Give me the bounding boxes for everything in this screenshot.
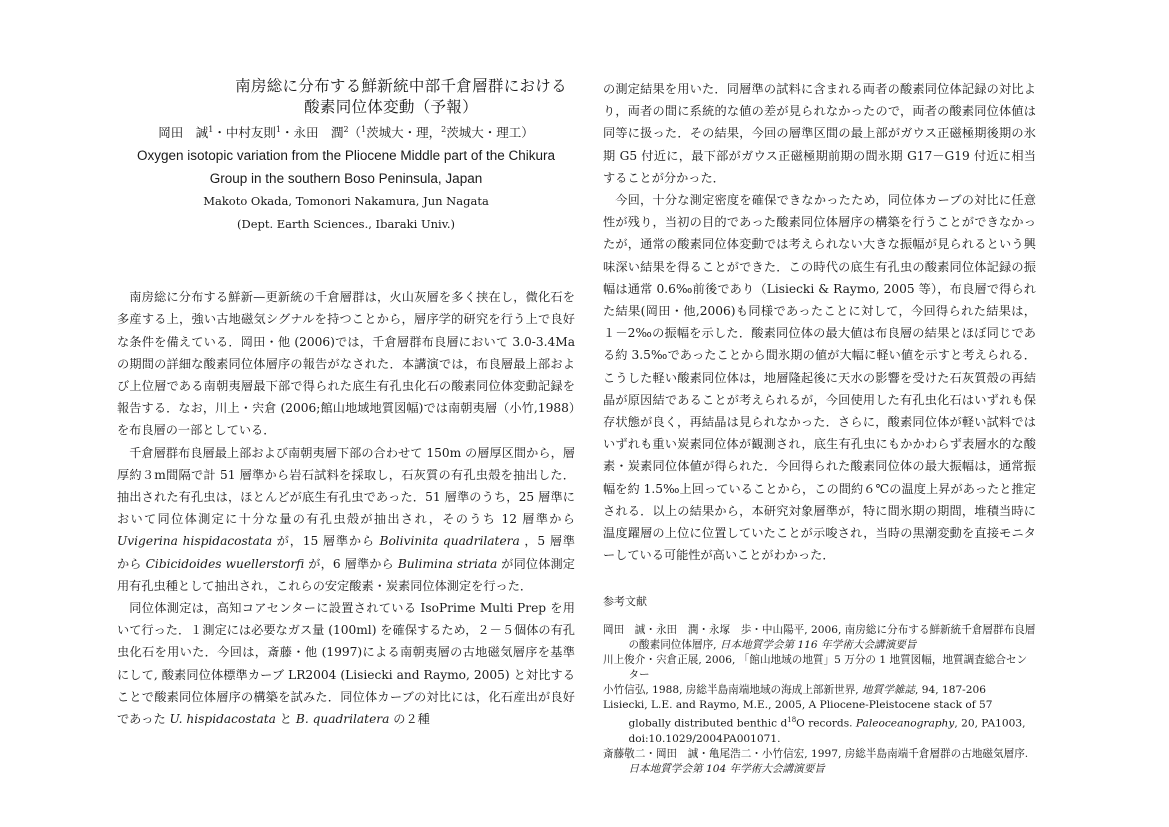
paragraph-samples: 千倉層群布良層最上部および南朝夷層下部の合わせて 150m の層厚区間から，層厚約３m間隔で計 51 層準から岩石試料を採取し，石灰質の有孔虫殻を抽出した．抽出された有孔虫は，ほとんどが底生有孔虫であった．51 層準のうち，25 層準において同位体測定に十分な量の有孔虫殻が抽出され，そのうち 12 層準から Uvigerina hispidacostata が，15 層準から Bolivinita quadrilatera ，5 層準から Cibicidoides wuellerstorfi が，6 層準から Bulimina striata が同位体測定用有孔虫種として抽出され，これらの安定酸素・炭素同位体測定を行った． bbox=[117, 445, 575, 593]
references-heading: 参考文献 bbox=[603, 595, 647, 609]
affil-mark: 1 bbox=[275, 125, 281, 134]
paragraph-methods: 同位体測定は，高知コアセンターに設置されている IsoPrime Multi Prep を用いて行った．１測定には必要なガス量 (100ml) を確保するため，２－５個体の有孔虫化石を用いた．今回は，斎藤・他 (1997)による南朝夷層の古地磁気層序を基準にして, 酸素同位体標準カーブ LR2004 (Lisiecki and Raymo, 2005) と対比することで酸素同位体層序の構築を試みた．同位体カーブの対比には，化石産出が良好であった U. hispidacostata と B. quadrilatera の２種 bbox=[117, 601, 575, 727]
reference-item: 小竹信弘, 1988, 房総半島南端地域の海成上部新世界, 地質学雑誌, 94, 187-206 bbox=[603, 684, 986, 697]
reference-item: Lisiecki, L.E. and Raymo, M.E., 2005, A Pliocene-Pleistocene stack of 57 globally distributed benthic $d^{18}O$ records. Paleoceanography, 20, PA1003, doi:10.1029/2004PA001071. bbox=[603, 699, 1026, 745]
title-japanese bbox=[117, 76, 575, 118]
affiliation-1: 茨城大・理， bbox=[366, 125, 442, 141]
author-okada: 岡田 誠 bbox=[158, 125, 209, 141]
affil-mark: 2 bbox=[343, 125, 349, 134]
title-jp-line1: 南房総に分布する鮮新統中部千倉層群における bbox=[235, 77, 567, 95]
species-name: Cibicidoides wuellerstorfi bbox=[145, 556, 305, 571]
affiliation-2: 茨城大・理工） bbox=[446, 125, 534, 141]
affil-mark: 1 bbox=[208, 125, 214, 134]
species-name: U. hispidacostata bbox=[169, 712, 276, 727]
species-name: Bulimina striata bbox=[397, 556, 498, 571]
paragraph-discussion: 今回，十分な測定密度を確保できなかったため，同位体カーブの対比に任意性が残り，当初の目的であった酸素同位体層序の構築を行うことができなかったが，通常の酸素同位体変動では考えられない大きな振幅が見られるという興味深い結果を得ることができた．この時代の底生有孔虫の酸素同位体記録の振幅は通常 0.6‰前後であり（Lisiecki & Raymo, 2005 等），布良層で得られた結果(岡田・他,2006)も同様であったことに対して，今回得られた結果は，１－2‰の振幅を示した．酸素同位体の最大値は布良層の結果とほぼ同じである約 3.5‰であったことから間氷期の値が大幅に軽い値を示すと考えられる．こうした軽い酸素同位体は，地層隆起後に天水の影響を受けた石灰質殻の再結晶が原因結であることが考えられるが，今回使用した有孔虫化石はいずれも保存状態が良く，再結晶は見られなかった．さらに，酸素同位体が軽い試料ではいずれも重い炭素同位体が観測され，底生有孔虫にもかかわらず表層水的な酸素・炭素同位体値が得られた．今回得られた酸素同位体の最大振幅は，通常振幅を約 1.5‰上回っていることから，この間約６℃の温度上昇があったと推定される．以上の結果から，本研究対象層準が，特に間氷期の期間，堆積当時に温度躍層の上位に位置していたことが示唆され，当時の黒潮変動を直接モニターしている可能性が高いことがわかった． bbox=[603, 193, 1036, 563]
species-name: Bolivinita quadrilatera bbox=[379, 534, 520, 549]
affil-mark: 1 bbox=[361, 125, 367, 134]
reference-item: 斎藤敬二・岡田 誠・亀尾浩二・小竹信宏, 1997, 房総半島南端千倉層群の古地磁気層序. 日本地質学会第 104 年学術大会講演要旨 bbox=[603, 748, 1029, 775]
references-list bbox=[603, 623, 1036, 777]
authors-japanese bbox=[117, 119, 575, 144]
affiliation-english: (Dept. Earth Sciences., Ibaraki Univ.) bbox=[236, 217, 456, 232]
right-column bbox=[603, 78, 1036, 777]
reference-item: 岡田 誠・永田 潤・永塚 歩・中山陽平, 2006, 南房総に分布する鮮新統千倉層群布良層の酸素同位体層序, 日本地質学会第 116 年学術大会講演要旨 bbox=[603, 624, 1036, 652]
title-english: Oxygen isotopic variation from the Pliocene Middle part of the Chikura Group in the southern Boso Peninsula, Japan bbox=[137, 148, 555, 187]
body-left bbox=[117, 286, 575, 730]
left-column bbox=[117, 76, 575, 730]
affiliation-open: （ bbox=[348, 125, 362, 141]
author-nagata: ・永田 潤 bbox=[280, 125, 344, 141]
reference-item: 川上俊介・宍倉正展, 2006, 「館山地域の地質」5 万分の 1 地質図幅，地質調査総合センター bbox=[603, 654, 1028, 682]
title-jp-line2: 酸素同位体変動（予報） bbox=[304, 98, 478, 116]
affil-mark: 2 bbox=[441, 125, 447, 134]
paragraph-intro: 南房総に分布する鮮新—更新統の千倉層群は，火山灰層を多く挟在し，微化石を多産する上，強い古地磁気シグナルを持つことから，層序学的研究を行う上で良好な条件を備えている．岡田・他 (2006)では，千倉層群布良層において 3.0-3.4Ma の期間の詳細な酸素同位体層序の報告がなされた．本講演では，布良層最上部および上位層である南朝夷層最下部で得られた底生有孔虫化石の酸素同位体変動記録を報告する．なお，川上・宍倉 (2006;館山地域地質図幅)では南朝夷層（小竹,1988）を布良層の一部としている． bbox=[117, 290, 575, 438]
author-nakamura: ・中村友則 bbox=[213, 125, 276, 141]
species-name: Uvigerina hispidacostata bbox=[117, 534, 273, 549]
paragraph-results: の測定結果を用いた．同層準の試料に含まれる両者の酸素同位体記録の対比より，両者の間に系統的な値の差が見られなかったので，両者の酸素同位体値は同等に扱った．その結果，今回の層準区間の最上部がガウス正磁極期後期の氷期 G5 付近に，最下部がガウス正磁極期前期の間氷期 G17－G19 付近に相当することが分かった． bbox=[603, 82, 1036, 185]
authors-english: Makoto Okada, Tomonori Nakamura, Jun Nagata bbox=[203, 194, 489, 209]
species-name: B. quadrilatera bbox=[295, 712, 390, 727]
